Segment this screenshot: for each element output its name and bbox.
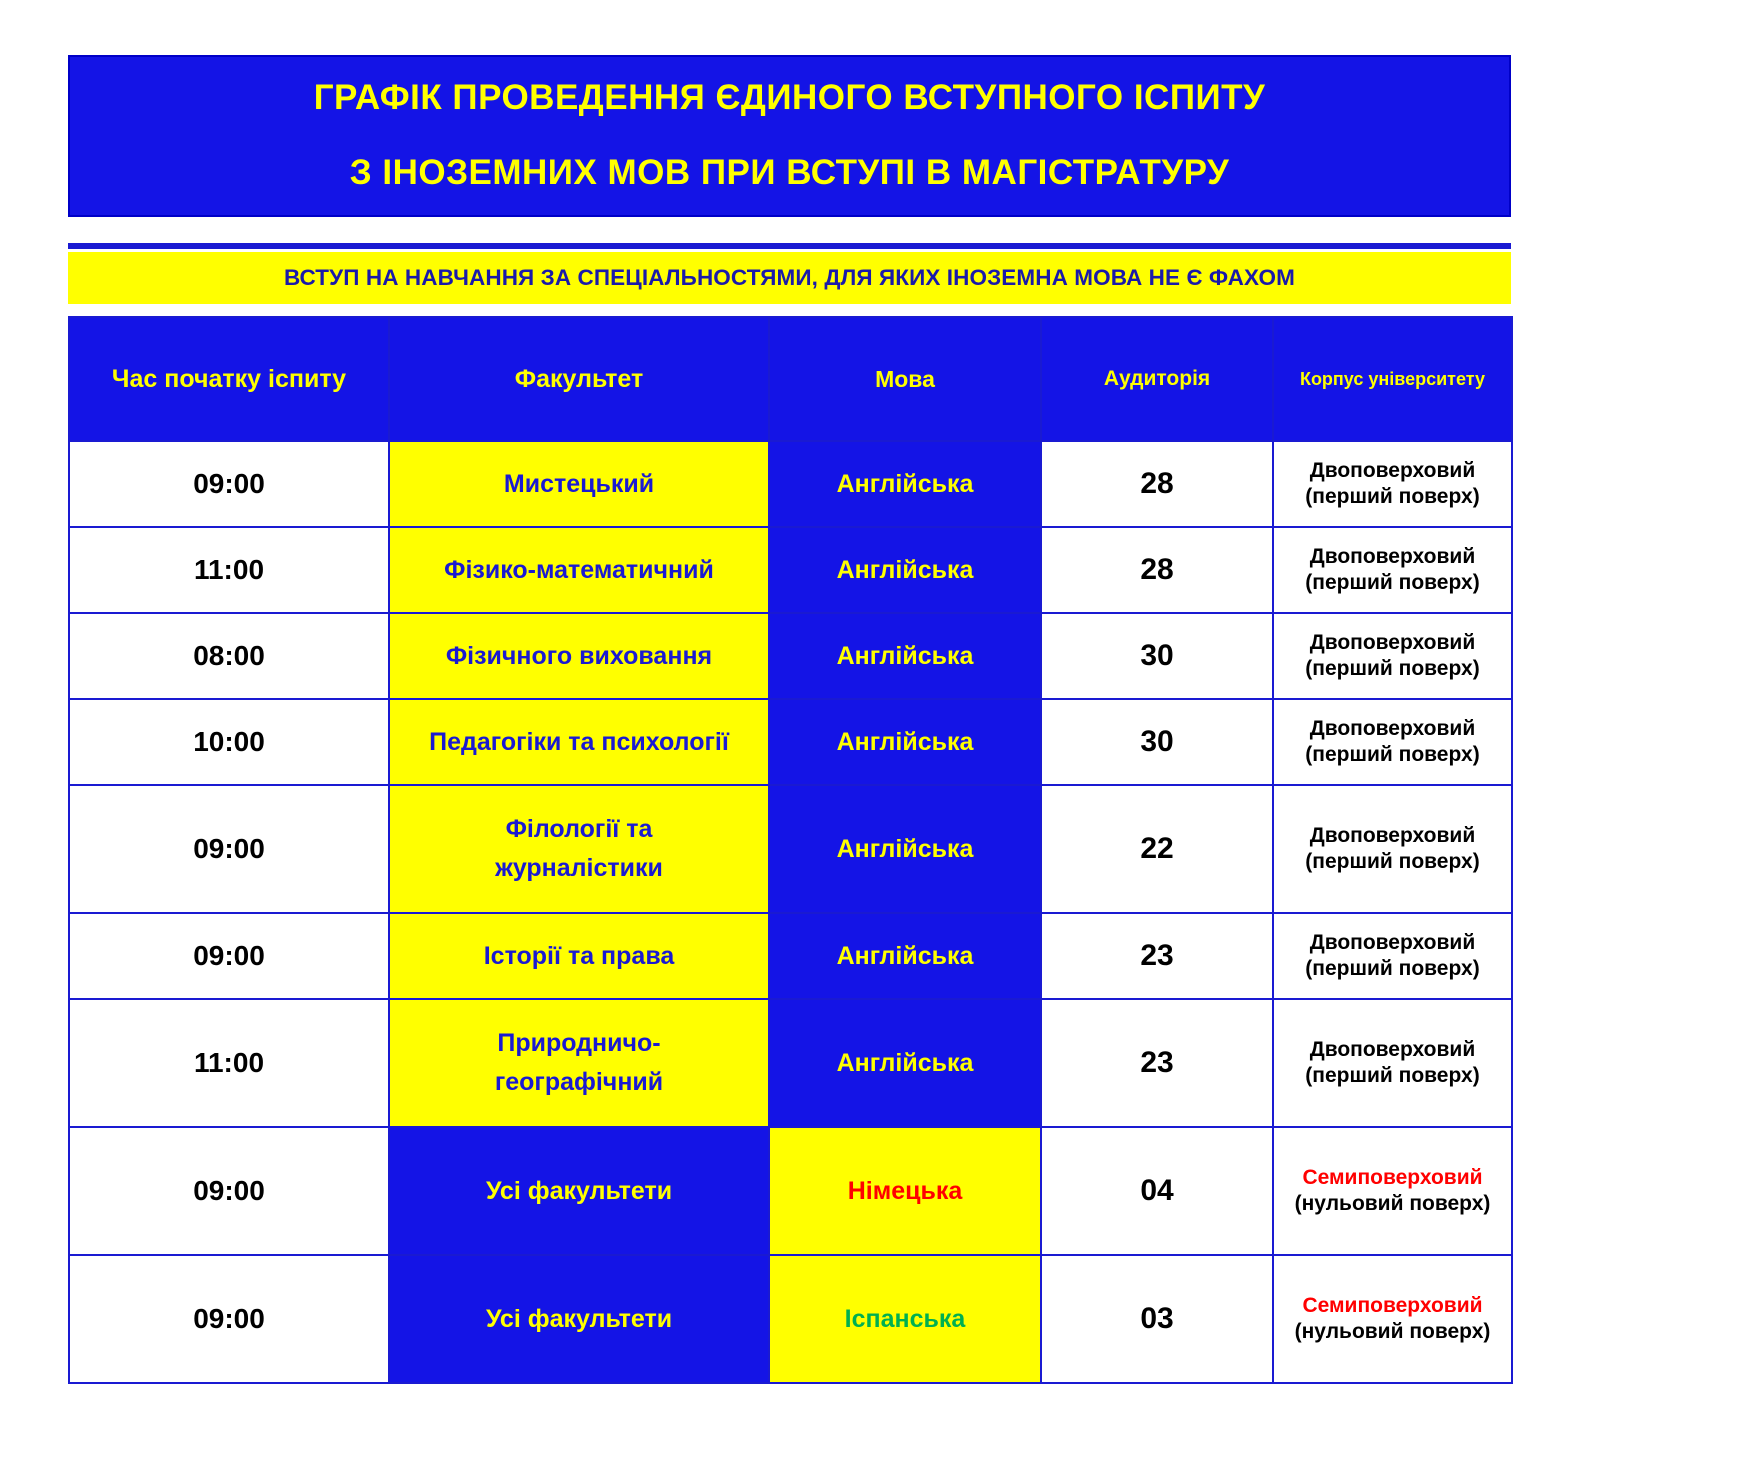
cell-faculty: Педагогіки та психології	[389, 699, 769, 785]
cell-room: 23	[1041, 999, 1273, 1127]
building-floor: (перший поверх)	[1305, 657, 1480, 680]
cell-language: Англійська	[769, 613, 1041, 699]
cell-faculty: Фізико-математичний	[389, 527, 769, 613]
building-floor: (перший поверх)	[1305, 743, 1480, 766]
building-name: Двоповерховий	[1309, 458, 1476, 482]
building-name: Двоповерховий	[1309, 930, 1476, 954]
cell-room: 23	[1041, 913, 1273, 999]
cell-building	[1273, 913, 1512, 999]
cell-exam-time: 09:00	[69, 441, 389, 527]
cell-faculty: Усі факультети	[389, 1127, 769, 1255]
cell-room: 28	[1041, 527, 1273, 613]
building-floor: (перший поверх)	[1305, 850, 1480, 873]
cell-building	[1273, 527, 1512, 613]
faculty-line-2: географічний	[494, 1068, 664, 1096]
cell-building	[1273, 613, 1512, 699]
faculty-line-2: журналістики	[495, 854, 663, 882]
building-floor: (перший поверх)	[1305, 485, 1480, 508]
table-row	[69, 1255, 1512, 1383]
building-floor: (перший поверх)	[1305, 1064, 1480, 1087]
schedule-table-wrapper	[68, 316, 1511, 1384]
cell-building	[1273, 441, 1512, 527]
column-header-time: Час початку іспиту	[69, 317, 389, 441]
column-header-room: Аудиторія	[1041, 317, 1273, 441]
cell-exam-time: 11:00	[69, 527, 389, 613]
cell-exam-time: 09:00	[69, 1127, 389, 1255]
cell-room: 22	[1041, 785, 1273, 913]
table-row	[69, 441, 1512, 527]
cell-exam-time: 09:00	[69, 1255, 389, 1383]
cell-faculty: Усі факультети	[389, 1255, 769, 1383]
title-line-2: З ІНОЗЕМНИХ МОВ ПРИ ВСТУПІ В МАГІСТРАТУРУ	[349, 153, 1230, 192]
building-name: Семиповерховий	[1302, 1293, 1483, 1317]
building-name: Семиповерховий	[1302, 1165, 1483, 1189]
building-name: Двоповерховий	[1309, 823, 1476, 847]
table-row	[69, 999, 1512, 1127]
header-row	[69, 317, 1512, 441]
table-row	[69, 527, 1512, 613]
cell-room: 28	[1041, 441, 1273, 527]
building-name: Двоповерховий	[1309, 630, 1476, 654]
cell-faculty	[389, 999, 769, 1127]
cell-language: Англійська	[769, 699, 1041, 785]
subtitle-divider	[68, 243, 1511, 249]
table-row	[69, 1127, 1512, 1255]
cell-building	[1273, 785, 1512, 913]
cell-language: Англійська	[769, 999, 1041, 1127]
title-banner	[68, 55, 1511, 217]
cell-building	[1273, 1127, 1512, 1255]
building-name: Двоповерховий	[1309, 544, 1476, 568]
cell-building	[1273, 999, 1512, 1127]
building-name: Двоповерховий	[1309, 1037, 1476, 1061]
cell-exam-time: 09:00	[69, 785, 389, 913]
cell-language: Іспанська	[769, 1255, 1041, 1383]
faculty-line-1: Філології та	[505, 815, 653, 844]
title-line-1: ГРАФІК ПРОВЕДЕННЯ ЄДИНОГО ВСТУПНОГО ІСПИТУ	[313, 78, 1266, 118]
column-header-faculty: Факультет	[389, 317, 769, 441]
cell-faculty: Фізичного виховання	[389, 613, 769, 699]
cell-room: 04	[1041, 1127, 1273, 1255]
column-header-building: Корпус університету	[1273, 317, 1512, 441]
cell-faculty: Мистецький	[389, 441, 769, 527]
cell-room: 30	[1041, 613, 1273, 699]
column-header-language: Мова	[769, 317, 1041, 441]
table-row	[69, 613, 1512, 699]
subtitle-banner	[68, 252, 1511, 304]
cell-exam-time: 08:00	[69, 613, 389, 699]
cell-language: Англійська	[769, 785, 1041, 913]
subtitle-text: ВСТУП НА НАВЧАННЯ ЗА СПЕЦІАЛЬНОСТЯМИ, ДЛЯ ЯКИХ ІНОЗЕМНА МОВА НЕ Є ФАХОМ	[284, 265, 1295, 290]
cell-building	[1273, 699, 1512, 785]
cell-exam-time: 09:00	[69, 913, 389, 999]
cell-language: Німецька	[769, 1127, 1041, 1255]
cell-faculty: Історії та права	[389, 913, 769, 999]
cell-language: Англійська	[769, 913, 1041, 999]
faculty-line-1: Природничо-	[497, 1029, 661, 1058]
table-row	[69, 699, 1512, 785]
cell-exam-time: 11:00	[69, 999, 389, 1127]
cell-exam-time: 10:00	[69, 699, 389, 785]
cell-language: Англійська	[769, 527, 1041, 613]
schedule-table	[68, 316, 1513, 1384]
building-floor: (перший поверх)	[1305, 571, 1480, 594]
table-header	[69, 317, 1512, 441]
cell-room: 30	[1041, 699, 1273, 785]
building-floor: (нульовий поверх)	[1294, 1320, 1491, 1343]
cell-language: Англійська	[769, 441, 1041, 527]
cell-building	[1273, 1255, 1512, 1383]
building-name: Двоповерховий	[1309, 716, 1476, 740]
table-row	[69, 785, 1512, 913]
building-floor: (перший поверх)	[1305, 957, 1480, 980]
building-floor: (нульовий поверх)	[1294, 1192, 1491, 1215]
cell-faculty	[389, 785, 769, 913]
cell-room: 03	[1041, 1255, 1273, 1383]
table-body	[69, 441, 1512, 1383]
table-row	[69, 913, 1512, 999]
